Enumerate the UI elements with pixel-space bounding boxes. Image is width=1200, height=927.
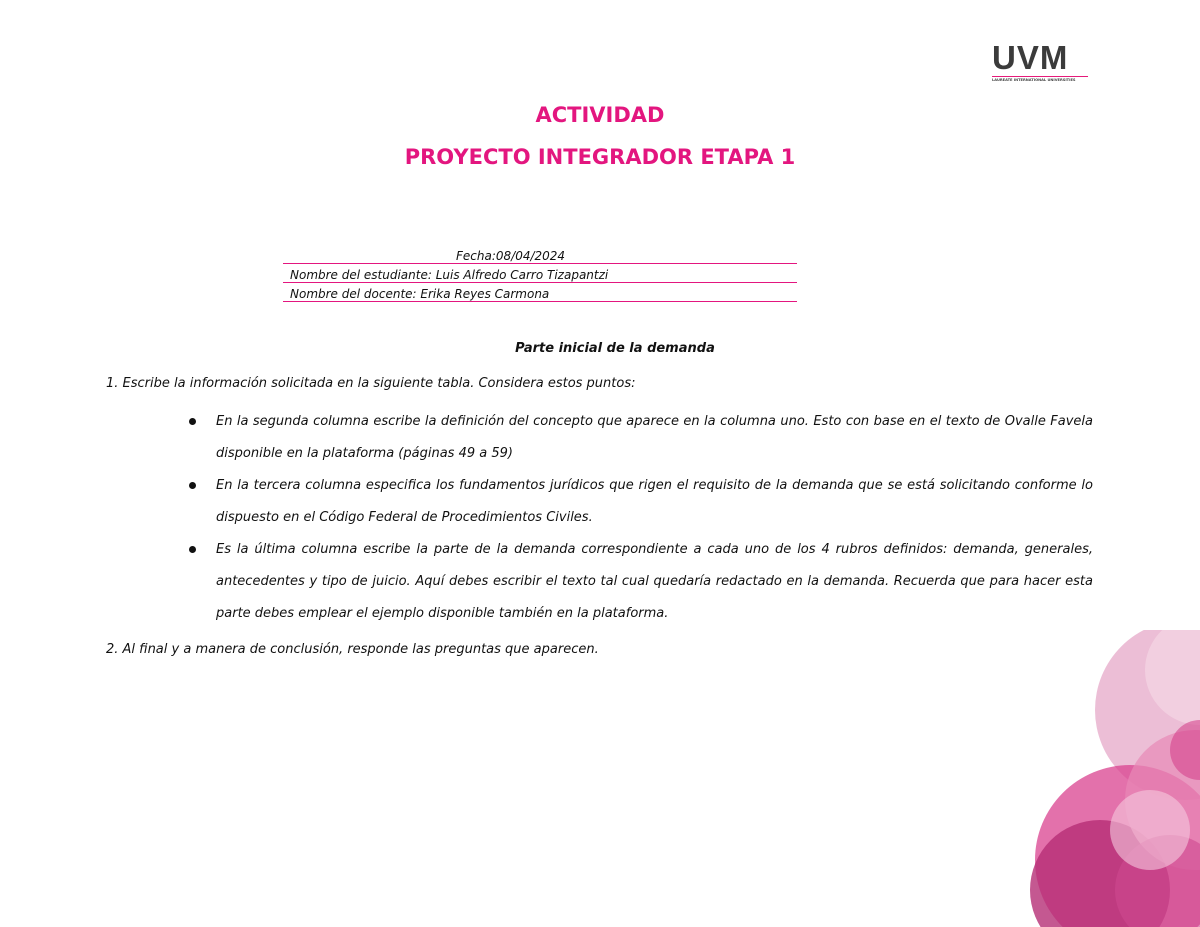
bullet-text: Es la última columna escribe la parte de la demanda correspondiente a cada uno de los 4 rubros definidos: demanda, generales, antecedentes y tipo de juicio. Aquí debes escribir el texto tal cual quedaría redactado en la demanda. Recuerda que para hacer esta parte debes emplear el ejemplo disponible también en la plataforma. <box>216 542 1093 621</box>
bullet-icon <box>189 546 196 553</box>
page-title: ACTIVIDAD <box>535 103 665 127</box>
logo-wordmark: UVM <box>992 39 1069 76</box>
uvm-logo <box>992 39 1088 84</box>
list-item <box>189 470 1093 534</box>
bullet-text: En la segunda columna escribe la definición del concepto que aparece en la columna uno. Esto con base en el texto de Ovalle Favela disponible en la plataforma (páginas 49 a 59) <box>216 414 1093 461</box>
bullet-icon <box>189 482 196 489</box>
teacher-name-field: Nombre del docente: Erika Reyes Carmona <box>283 286 797 302</box>
list-item <box>189 534 1093 630</box>
list-item <box>189 406 1093 470</box>
student-name-field: Nombre del estudiante: Luis Alfredo Carro Tizapantzi <box>283 267 797 283</box>
decorative-circles-graphic <box>1010 630 1200 927</box>
instruction-item-1: 1. Escribe la información solicitada en la siguiente tabla. Considera estos puntos: <box>106 376 636 391</box>
bullet-list <box>189 406 1093 630</box>
logo-tagline: LAUREATE INTERNATIONAL UNIVERSITIES <box>992 76 1088 82</box>
instruction-item-2: 2. Al final y a manera de conclusión, responde las preguntas que aparecen. <box>106 642 599 657</box>
section-heading: Parte inicial de la demanda <box>515 341 715 356</box>
page-subtitle: PROYECTO INTEGRADOR ETAPA 1 <box>404 145 796 169</box>
date-field: Fecha:08/04/2024 <box>283 248 797 264</box>
bullet-text: En la tercera columna especifica los fundamentos jurídicos que rigen el requisito de la demanda que se está solicitando conforme lo dispuesto en el Código Federal de Procedimientos Civiles. <box>216 478 1093 525</box>
bullet-icon <box>189 418 196 425</box>
